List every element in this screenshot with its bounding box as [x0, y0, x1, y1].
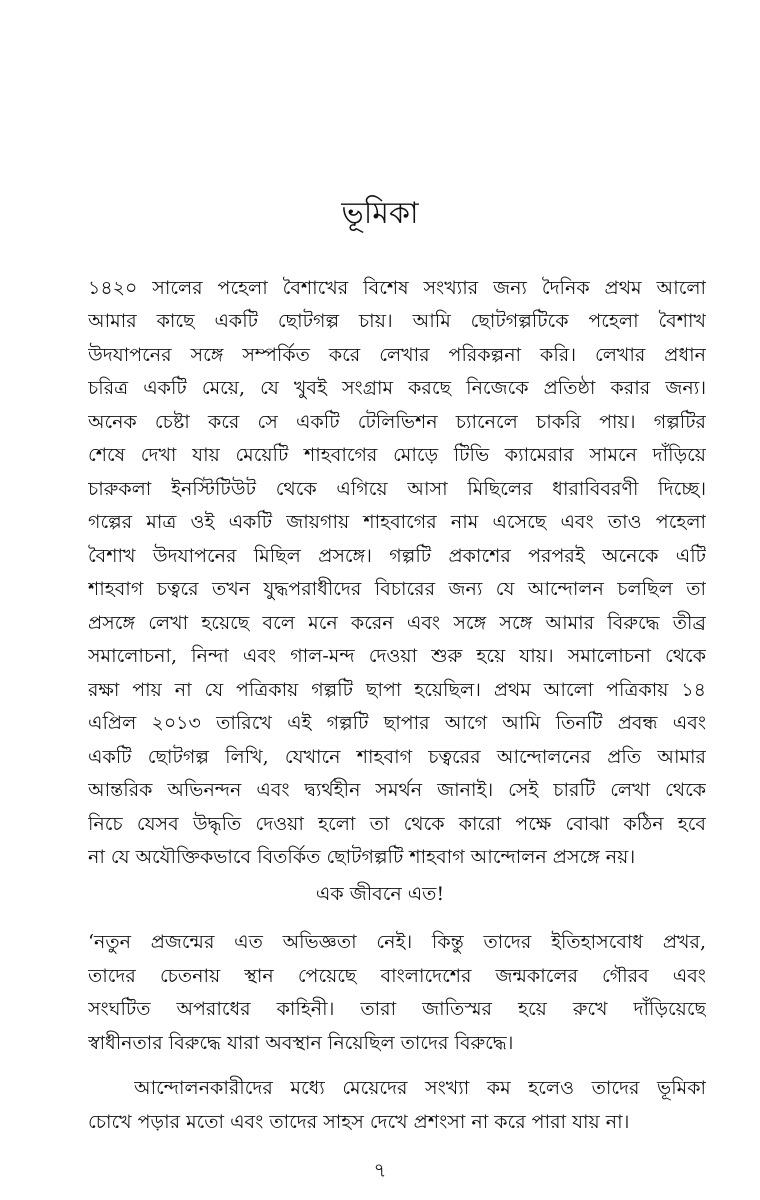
page-title: ভূমিকা [341, 196, 419, 231]
paragraph-line: আন্দোলনকারীদের মধ্যে মেয়েদের সংখ্যা কম হলেও তাদের ভূমিকা [134, 1077, 706, 1099]
quote-line: তাদের চেতনায় স্থান পেয়েছে বাংলাদেশের জন্মকালের গৌরব এবং [88, 965, 706, 987]
paragraph-line: রক্ষা পায় না যে পত্রিকায় গল্পটি ছাপা হয়েছিল। প্রথম আলো পত্রিকায় ১৪ [88, 679, 706, 701]
paragraph-line: অনেক চেষ্টা করে সে একটি টেলিভিশন চ্যানেলে চাকরি পায়। গল্পটির [88, 411, 706, 433]
paragraph-line: নিচে যেসব উদ্ধৃতি দেওয়া হলো তা থেকে কারো পক্ষে বোঝা কঠিন হবে [88, 813, 706, 835]
paragraph-line: গল্পের মাত্র ওই একটি জায়গায় শাহবাগের নাম এসেছে এবং তাও পহেলা [88, 511, 706, 533]
paragraph-line: প্রসঙ্গে লেখা হয়েছে বলে মনে করেন এবং সঙ্গে সঙ্গে আমার বিরুদ্ধে তীব্র [88, 612, 706, 634]
paragraph-line: শাহবাগ চত্বরে তখন যুদ্ধপরাধীদের বিচারের জন্য যে আন্দোলন চলছিল তা [88, 578, 706, 600]
paragraph-line: শেষে দেখা যায় মেয়েটি শাহবাগের মোড়ে টিভি ক্যামেরার সামনে দাঁড়িয়ে [88, 444, 706, 466]
paragraph-line: সমালোচনা, নিন্দা এবং গাল-মন্দ দেওয়া শুরু হয়ে যায়। সমালোচনা থেকে [88, 645, 706, 667]
quote-line: ‘নতুন প্রজন্মের এত অভিজ্ঞতা নেই। কিন্তু তাদের ইতিহাসবোধ প্রখর, [88, 931, 706, 953]
paragraph-line: চারুকলা ইনস্টিটিউট থেকে এগিয়ে আসা মিছিলের ধারাবিবরণী দিচ্ছে। [88, 478, 706, 500]
page-number: ৭ [373, 1158, 387, 1182]
quote-line: সংঘটিত অপরাধের কাহিনী। তারা জাতিস্মর হয়ে রুখে দাঁড়িয়েছে [88, 998, 706, 1020]
paragraph-line: এপ্রিল ২০১৩ তারিখে এই গল্পটি ছাপার আগে আমি তিনটি প্রবন্ধ এবং [88, 712, 706, 734]
paragraph-line: চোখে পড়ার মতো এবং তাদের সাহস দেখে প্রশংসা না করে পারা যায় না। [88, 1111, 630, 1133]
quote-line: স্বাধীনতার বিরুদ্ধে যারা অবস্থান নিয়েছিল তাদের বিরুদ্ধে। [88, 1032, 514, 1054]
section-subheading: এক জীবনে এত! [315, 883, 445, 905]
paragraph-line: ১৪২০ সালের পহেলা বৈশাখের বিশেষ সংখ্যার জন্য দৈনিক প্রথম আলো [88, 277, 706, 299]
paragraph-line: না যে অযৌক্তিকভাবে বিতর্কিত ছোটগল্পটি শাহবাগ আন্দোলন প্রসঙ্গে নয়। [88, 846, 636, 868]
paragraph-line: একটি ছোটগল্প লিখি, যেখানে শাহবাগ চত্বরের আন্দোলনের প্রতি আমার [88, 746, 706, 768]
paragraph-line: বৈশাখ উদযাপনের মিছিল প্রসঙ্গে। গল্পটি প্রকাশের পরপরই অনেকে এটি [88, 545, 706, 567]
paragraph-line: উদযাপনের সঙ্গে সম্পর্কিত করে লেখার পরিকল্পনা করি। লেখার প্রধান [88, 344, 706, 366]
paragraph-line: আমার কাছে একটি ছোটগল্প চায়। আমি ছোটগল্পটিকে পহেলা বৈশাখ [88, 310, 706, 332]
paragraph-line: চরিত্র একটি মেয়ে, যে খুবই সংগ্রাম করছে নিজেকে প্রতিষ্ঠা করার জন্য। [88, 377, 706, 399]
paragraph-line: আন্তরিক অভিনন্দন এবং দ্ব্যর্থহীন সমর্থন জানাই। সেই চারটি লেখা থেকে [88, 779, 706, 801]
